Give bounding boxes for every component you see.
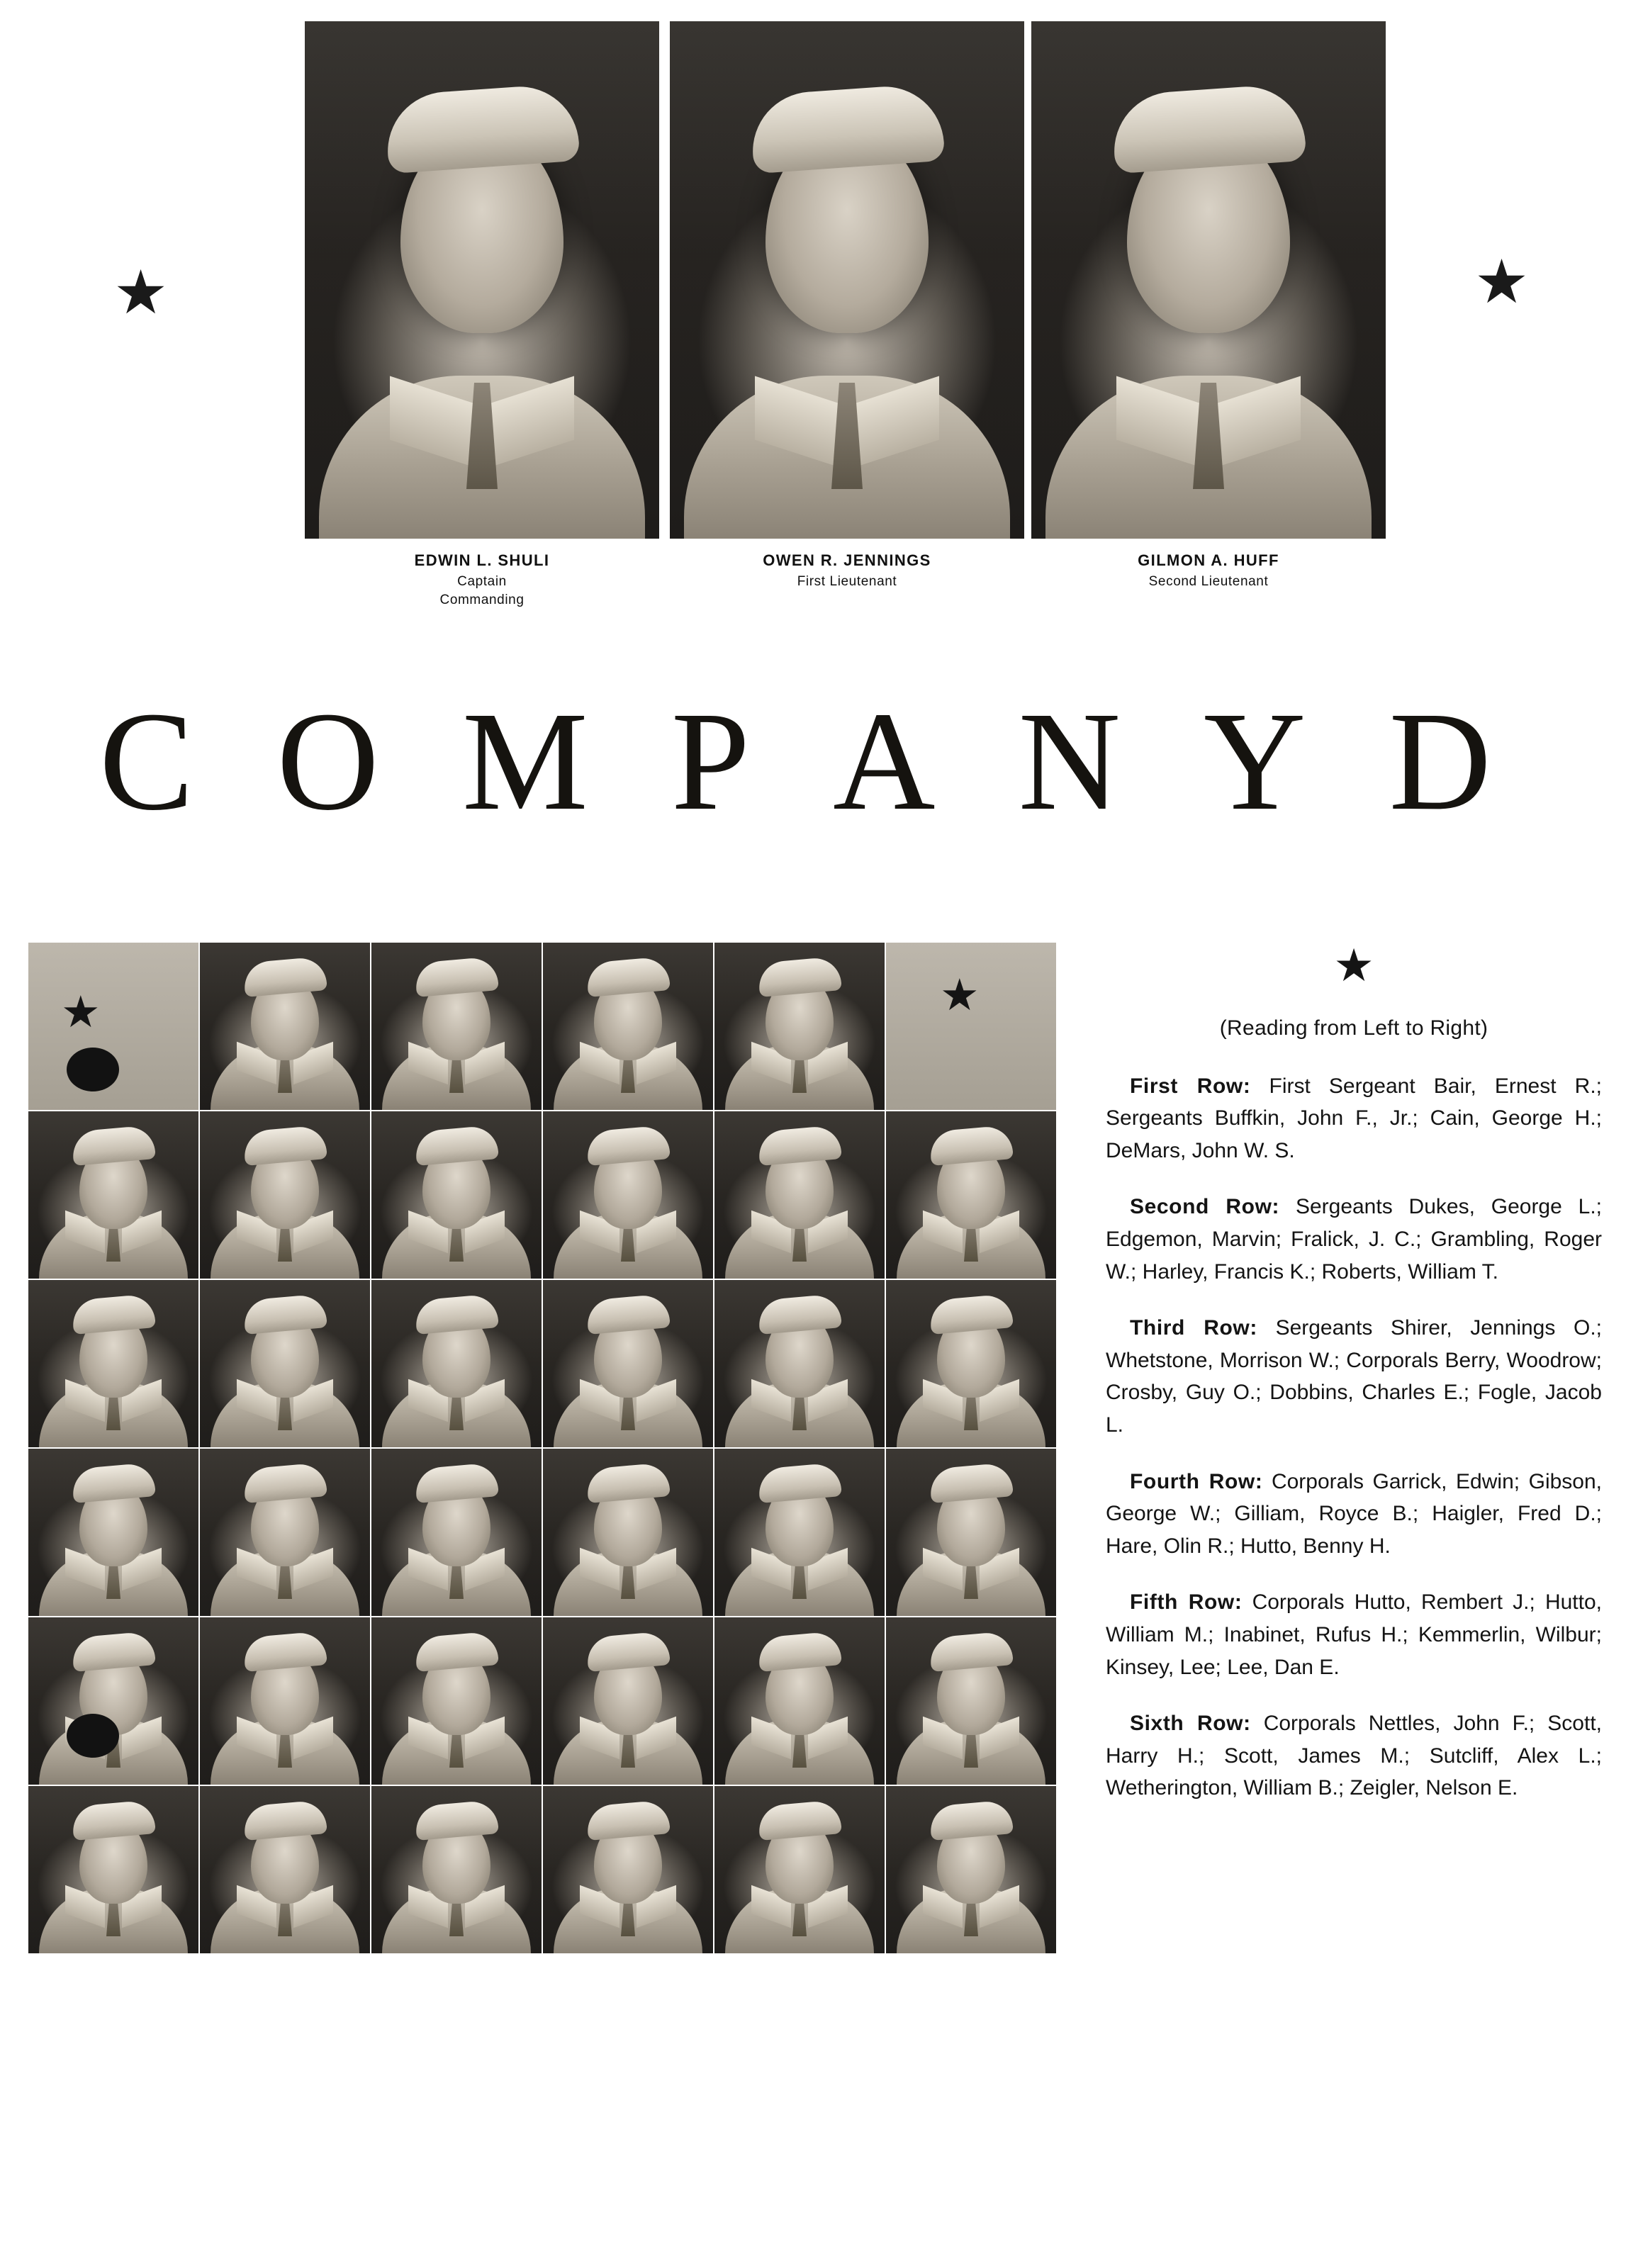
row-names: First Sergeant Bair, Ernest R.; Sergeants Buffkin, John F., Jr.; Cain, George H.; DeMars, John W. S. [1106, 1074, 1602, 1162]
row-caption-third [1106, 1312, 1602, 1441]
title-letter: D [1389, 683, 1552, 840]
officer-card-1 [305, 21, 659, 608]
grid-cell [714, 1449, 885, 1616]
star-icon-grid-right: ★ [940, 971, 980, 1020]
row-caption-second [1106, 1191, 1602, 1288]
officer-name: EDWIN L. SHULI [414, 551, 550, 569]
row-caption-first [1106, 1070, 1602, 1167]
grid-cell [371, 1449, 542, 1616]
row-caption-fourth [1106, 1466, 1602, 1563]
officer-caption-2 [670, 551, 1024, 590]
officer-caption-1 [305, 551, 659, 608]
row-names: Corporals Hutto, Rembert J.; Hutto, William M.; Inabinet, Rufus H.; Kemmerlin, Wilbur; Kinsey, Lee; Lee, Dan E. [1106, 1590, 1602, 1679]
officer-name: GILMON A. HUFF [1138, 551, 1279, 569]
officer-photo-2 [670, 21, 1024, 539]
officer-name: OWEN R. JENNINGS [763, 551, 931, 569]
reading-note: (Reading from Left to Right) [1219, 1016, 1488, 1040]
row-label: Fourth Row: [1130, 1469, 1263, 1493]
grid-cell [714, 1280, 885, 1447]
row-names: Corporals Garrick, Edwin; Gibson, George W.; Gilliam, Royce B.; Haigler, Fred D.; Hare, Olin R.; Hutto, Benny H. [1106, 1469, 1603, 1558]
star-icon-right: ★ [1474, 248, 1530, 316]
grid-cell [200, 1786, 370, 1953]
grid-cell [543, 1449, 713, 1616]
grid-cell [543, 1786, 713, 1953]
grid-cell [886, 1449, 1056, 1616]
row-caption-sixth [1106, 1707, 1602, 1804]
officer-photo-1 [305, 21, 659, 539]
grid-cell [371, 1786, 542, 1953]
title-letter: O [276, 683, 440, 840]
title-letter: C [99, 683, 255, 840]
row-label: Second Row: [1130, 1195, 1280, 1219]
grid-cell [886, 1786, 1056, 1953]
grid-cell [714, 943, 885, 1110]
row-label: Fifth Row: [1130, 1590, 1243, 1615]
star-icon-caption: ★ [1333, 940, 1374, 991]
grid-cell [886, 1111, 1056, 1279]
grid-cell [200, 943, 370, 1110]
page-title [99, 680, 1552, 843]
grid-cell [714, 1786, 885, 1953]
officer-card-2 [670, 21, 1024, 593]
grid-cell [371, 1617, 542, 1785]
star-icon-left: ★ [113, 259, 169, 327]
grid-cell [28, 1786, 198, 1953]
grid-cell [714, 1617, 885, 1785]
row-label: Sixth Row: [1130, 1712, 1251, 1736]
title-letter: P [671, 683, 812, 840]
row-label: First Row: [1130, 1074, 1251, 1098]
officer-role: Commanding [439, 593, 525, 607]
row-caption-fifth [1106, 1586, 1602, 1683]
ink-blot [67, 1048, 119, 1091]
ink-blot [67, 1714, 119, 1758]
grid-cell [200, 1449, 370, 1616]
officer-rank: First Lieutenant [797, 574, 897, 589]
title-letter: Y [1204, 683, 1367, 840]
grid-cell [886, 1280, 1056, 1447]
grid-cell [28, 1280, 198, 1447]
officer-card-3 [1031, 21, 1386, 593]
title-letter: M [461, 683, 649, 840]
officer-caption-3 [1031, 551, 1386, 590]
grid-cell [371, 1111, 542, 1279]
grid-cell [886, 943, 1056, 1110]
officer-rank: Second Lieutenant [1148, 574, 1269, 589]
grid-cell [200, 1111, 370, 1279]
grid-cell [28, 1111, 198, 1279]
grid-cell [28, 943, 198, 1110]
officer-photo-3 [1031, 21, 1386, 539]
title-letter: N [1018, 683, 1182, 840]
grid-cell [200, 1280, 370, 1447]
officer-rank: Captain [457, 574, 507, 589]
row-names: Corporals Nettles, John F.; Scott, Harry H.; Scott, James M.; Sutcliff, Alex L.; Wetherington, William B.; Zeigler, Nelson E. [1106, 1712, 1602, 1800]
grid-cell [543, 943, 713, 1110]
title-letter: A [833, 683, 997, 840]
row-names: Sergeants Shirer, Jennings O.; Whetstone, Morrison W.; Corporals Berry, Woodrow; Crosby, Guy O.; Dobbins, Charles E.; Fogle, Jacob L. [1106, 1316, 1602, 1437]
officer-portrait-row [0, 0, 1643, 638]
grid-cell [714, 1111, 885, 1279]
grid-cell [543, 1617, 713, 1785]
row-label: Third Row: [1130, 1316, 1257, 1340]
star-icon-grid-left: ★ [61, 988, 101, 1037]
grid-cell [200, 1617, 370, 1785]
grid-cell [28, 1449, 198, 1616]
grid-cell [543, 1280, 713, 1447]
grid-cell [371, 943, 542, 1110]
grid-cell [886, 1617, 1056, 1785]
enlisted-photo-grid [28, 943, 1049, 1953]
grid-cell [28, 1617, 198, 1785]
row-names: Sergeants Dukes, George L.; Edgemon, Marvin; Fralick, J. C.; Grambling, Roger W.; Harley, Francis K.; Roberts, William T. [1106, 1195, 1602, 1284]
grid-cell [371, 1280, 542, 1447]
grid-cell [543, 1111, 713, 1279]
roster-caption-column [1106, 940, 1603, 1829]
